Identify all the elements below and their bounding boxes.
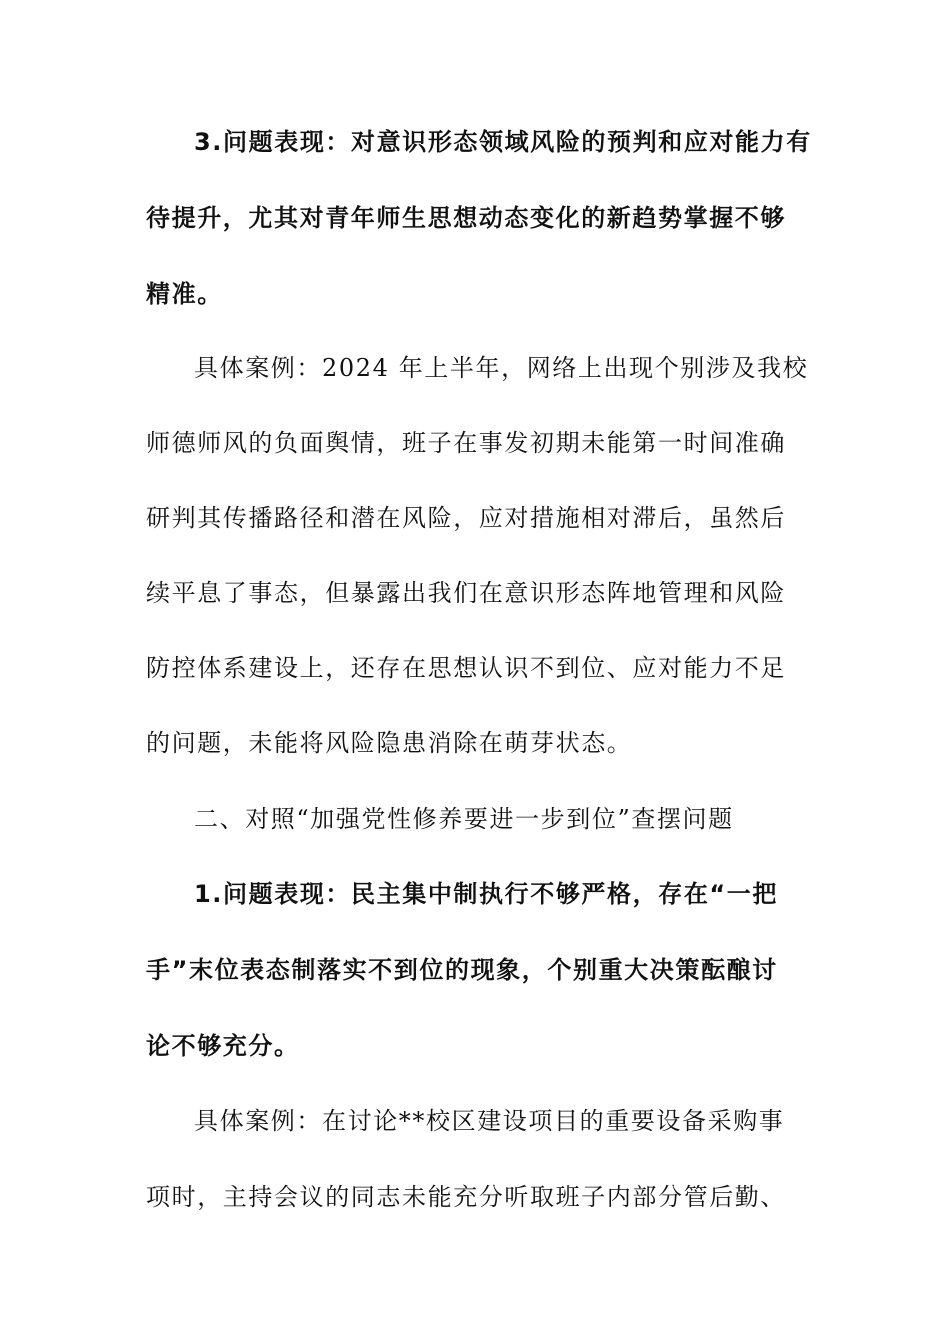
case-3-line-2: 师德师风的负面舆情，班子在事发初期未能第一时间准确 [146,429,786,457]
case-1-line-2: 项时，主持会议的同志未能充分听取班子内部分管后勤、 [146,1183,786,1211]
case-3-line-3: 研判其传播路径和潜在风险，应对措施相对滞后，虽然后 [146,504,786,532]
case-3-line-1: 具体案例：2024 年上半年，网络上出现个别涉及我校 [194,354,809,382]
problem-1-line-2: 手”末位表态制落实不到位的现象，个别重大决策酝酿讨 [146,956,778,984]
problem-1-line-3: 论不够充分。 [146,1032,300,1060]
case-1-line-1: 具体案例：在讨论**校区建设项目的重要设备采购事 [194,1107,785,1135]
problem-1-line-1: 1.问题表现：民主集中制执行不够严格，存在“一把 [194,880,778,908]
problem-3-line-3: 精准。 [146,280,223,308]
case-3-line-6: 的问题，未能将风险隐患消除在萌芽状态。 [146,729,633,757]
problem-3-line-1: 3.问题表现：对意识形态领域风险的预判和应对能力有 [194,128,812,156]
case-3-line-4: 续平息了事态，但暴露出我们在意识形态阵地管理和风险 [146,579,786,607]
section-heading-2: 二、对照“加强党性修养要进一步到位”查摆问题 [194,805,734,833]
problem-3-line-2: 待提升，尤其对青年师生思想动态变化的新趋势掌握不够 [146,204,786,232]
case-3-line-5: 防控体系建设上，还存在思想认识不到位、应对能力不足 [146,654,786,682]
